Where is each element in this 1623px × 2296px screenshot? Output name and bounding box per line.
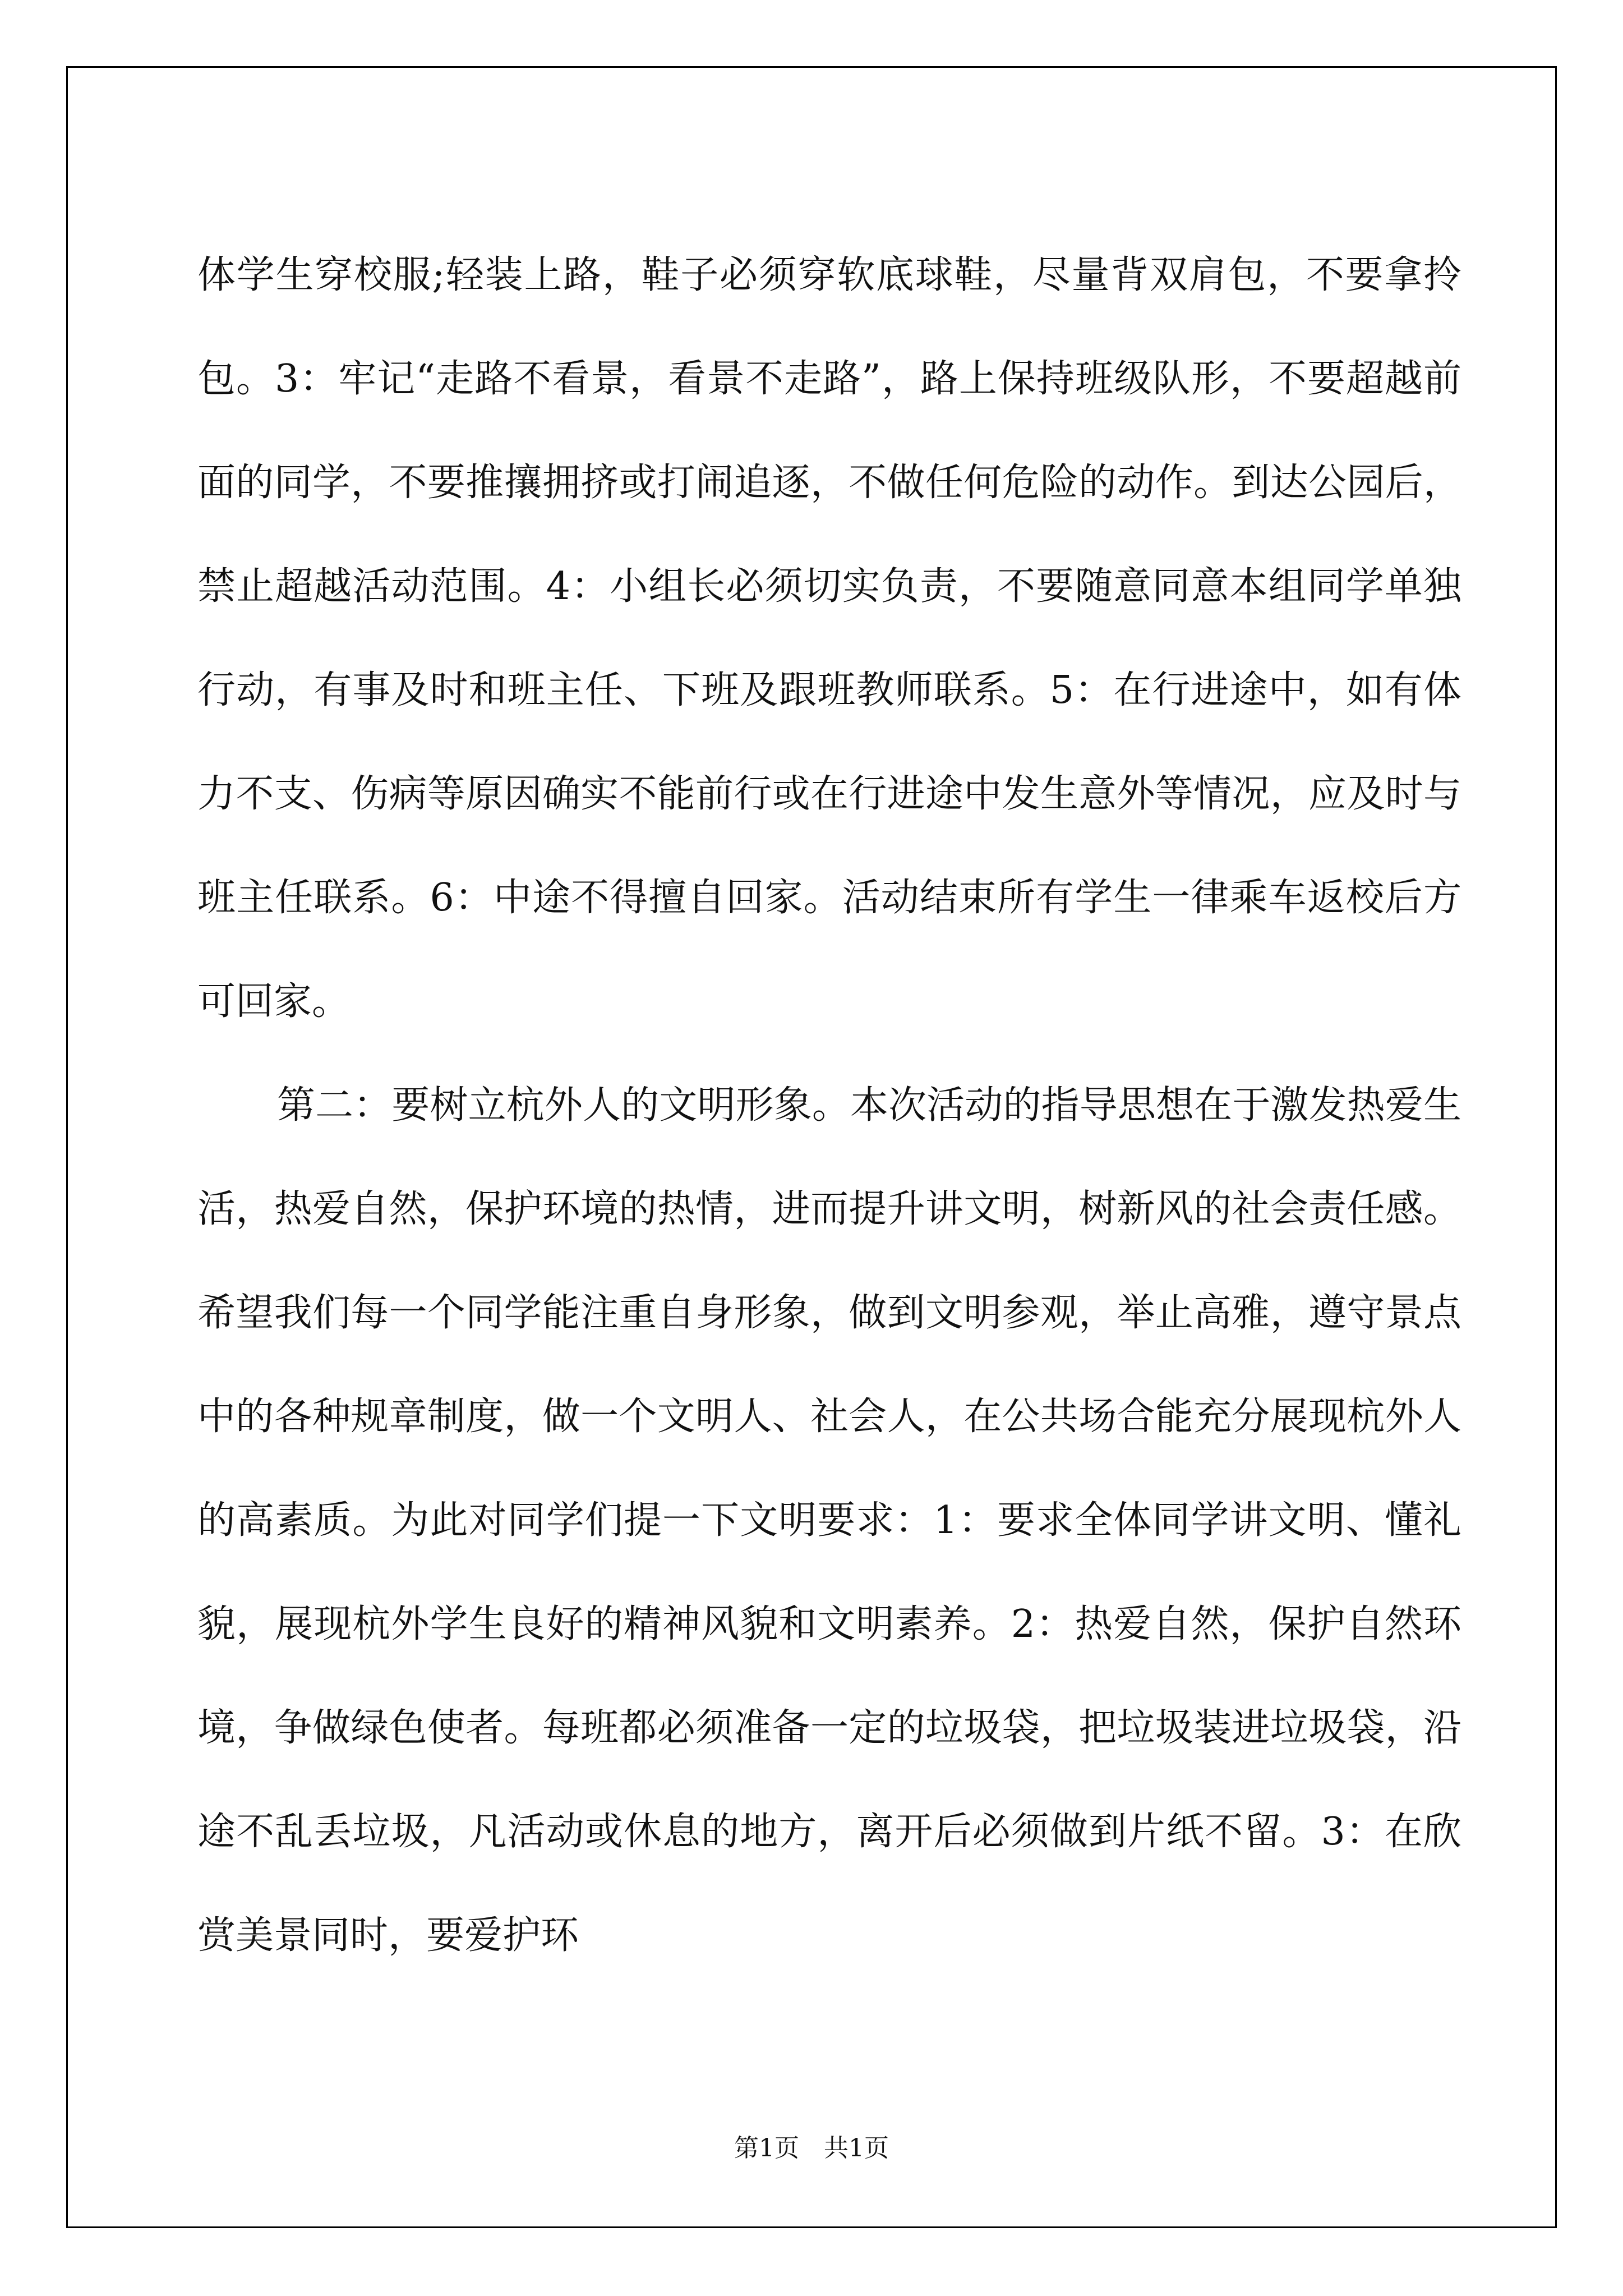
paragraph-2: 第二：要树立杭外人的文明形象。本次活动的指导思想在于激发热爱生活，热爱自然，保护环境的热情，进而提升讲文明，树新风的社会责任感。希望我们每一个同学能注重自身形象，做到文明参观，举止高雅，遵守景点中的各种规章制度，做一个文明人、社会人，在公共场合能充分展现杭外人的高素质。为此对同学们提一下文明要求：1：要求全体同学讲文明、懂礼貌，展现杭外学生良好的精神风貌和文明素养。2：热爱自然，保护自然环境，争做绿色使者。每班都必须准备一定的垃圾袋，把垃圾装进垃圾袋，沿途不乱丢垃圾，凡活动或休息的地方，离开后必须做到片纸不留。3：在欣赏美景同时，要爱护环 <box>197 1083 1461 1958</box>
page-total: 共1页 <box>824 2134 889 2162</box>
paragraph-1: 体学生穿校服;轻装上路，鞋子必须穿软底球鞋，尽量背双肩包，不要拿拎包。3：牢记“走路不看景，看景不走路”，路上保持班级队形，不要超越前面的同学，不要推攘拥挤或打闹追逐，不做任何危险的动作。到达公园后，禁止超越活动范围。4：小组长必须切实负责，不要随意同意本组同学单独行动，有事及时和班主任、下班及跟班教师联系。5：在行进途中，如有体力不支、伤病等原因确实不能前行或在行进途中发生意外等情况，应及时与班主任联系。6：中途不得擅自回家。活动结束所有学生一律乘车返校后方可回家。 <box>197 253 1461 1024</box>
page-footer <box>0 2132 1623 2165</box>
document-body <box>197 223 1461 1987</box>
page-number: 第1页 <box>734 2134 799 2162</box>
